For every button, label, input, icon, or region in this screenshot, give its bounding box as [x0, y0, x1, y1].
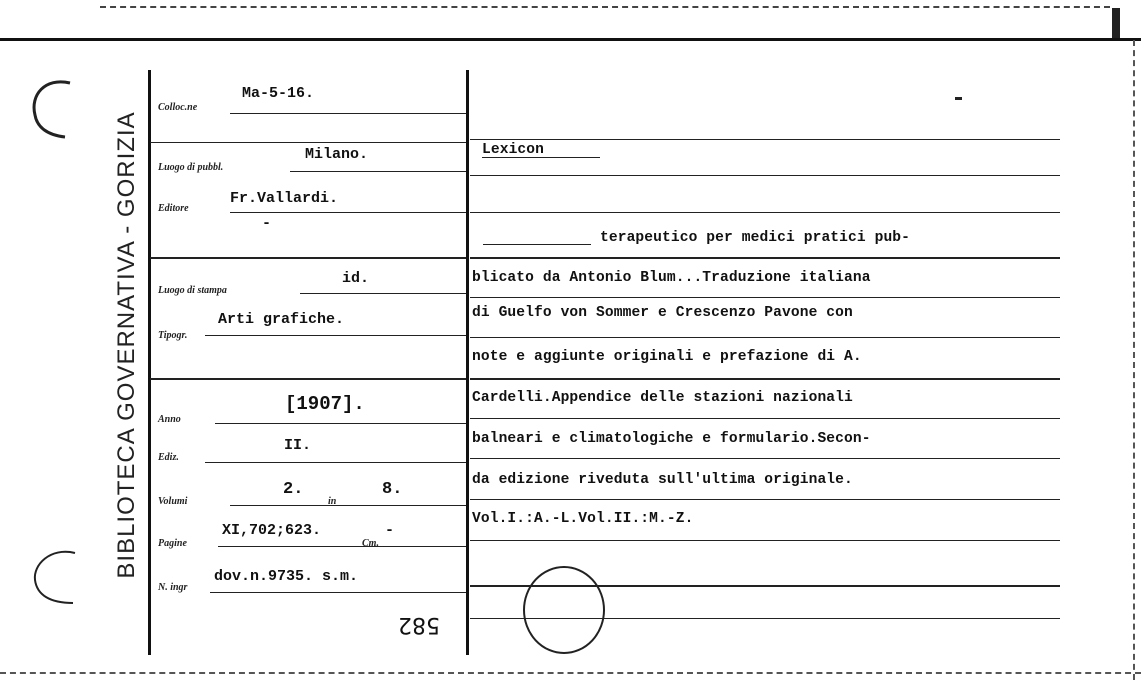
punch-hole-circle: [510, 560, 620, 660]
ediz-value: II.: [284, 437, 312, 454]
rule: [470, 337, 1060, 338]
rule: [210, 592, 466, 593]
card-bottom-dashed: [0, 672, 1141, 675]
title-word: Lexicon: [482, 142, 545, 158]
tipogr-label: Tipogr.: [158, 330, 188, 341]
pagine-value: XI,702;623.: [222, 522, 322, 539]
rule: [230, 505, 466, 506]
anno-value: [1907].: [285, 393, 365, 415]
rule: [470, 458, 1060, 459]
text-line: balneari e climatologiche e formulario.Secon-: [472, 431, 871, 447]
text-line: da edizione riveduta sull'ultima originale.: [472, 472, 853, 488]
in-value: 8.: [382, 480, 403, 499]
editore-label: Editore: [158, 203, 189, 214]
text-line: blicato da Antonio Blum...Traduzione italiana: [472, 270, 871, 286]
colloc-value: Ma-5-16.: [242, 85, 315, 102]
left-column-border: [148, 70, 151, 655]
rule: [150, 142, 466, 143]
rule: [470, 297, 1060, 298]
rule: [483, 244, 591, 245]
rule: [290, 171, 466, 172]
cm-label: Cm.: [362, 538, 379, 549]
handwritten-number: 582: [398, 612, 440, 637]
ingr-label: N. ingr: [158, 582, 188, 593]
rule: [470, 499, 1060, 500]
editore-value: Fr.Vallardi.: [230, 190, 339, 207]
colloc-label: Colloc.ne: [158, 102, 198, 113]
card-top-right-edge: [1112, 8, 1120, 38]
ediz-label: Ediz.: [158, 452, 179, 463]
rule: [205, 335, 466, 336]
library-stamp: BIBLIOTECA GOVERNATIVA - GORIZIA: [113, 111, 140, 579]
rule: [470, 257, 1060, 259]
text-line: di Guelfo von Sommer e Crescenzo Pavone con: [472, 305, 853, 321]
cm-value: -: [385, 522, 395, 539]
rule: [218, 546, 466, 547]
card-top-border: [0, 38, 1141, 41]
luogo-stampa-value: id.: [342, 270, 370, 287]
rule: [150, 257, 466, 259]
card-top-dashed: [100, 6, 1110, 9]
luogo-pubbl-label: Luogo di pubbl.: [158, 162, 224, 173]
luogo-pubbl-value: Milano.: [305, 146, 369, 163]
rule: [470, 212, 1060, 213]
rule: [470, 418, 1060, 419]
pagine-label: Pagine: [158, 538, 187, 549]
rule: [215, 423, 466, 424]
rule: [205, 462, 466, 463]
in-label: in: [328, 496, 337, 507]
middle-column-border: [466, 70, 469, 655]
text-line: Vol.I.:A.-L.Vol.II.:M.-Z.: [472, 511, 694, 527]
rule: [470, 378, 1060, 380]
rule: [150, 378, 466, 380]
card-right-edge: [1133, 40, 1137, 680]
rule: [300, 293, 466, 294]
text-line: note e aggiunte originali e prefazione di A.: [472, 349, 862, 365]
rule: [470, 540, 1060, 541]
anno-label: Anno: [158, 414, 181, 425]
rule: [470, 139, 1060, 140]
punch-hole-bottom-mark: [25, 545, 85, 615]
luogo-stampa-label: Luogo di stampa: [158, 285, 227, 296]
editore-extra: -: [262, 215, 272, 232]
tipogr-value: Arti grafiche.: [218, 311, 345, 328]
volumi-label: Volumi: [158, 496, 188, 507]
text-line: Cardelli.Appendice delle stazioni nazionali: [472, 390, 853, 406]
rule: [230, 212, 466, 213]
text-line: terapeutico per medici pratici pub-: [600, 230, 911, 246]
volumi-value: 2.: [283, 480, 304, 499]
dot-mark: [955, 97, 962, 100]
rule: [470, 175, 1060, 176]
punch-hole-top-mark: [25, 75, 85, 145]
rule: [230, 113, 466, 114]
ingr-value: dov.n.9735. s.m.: [214, 568, 359, 585]
